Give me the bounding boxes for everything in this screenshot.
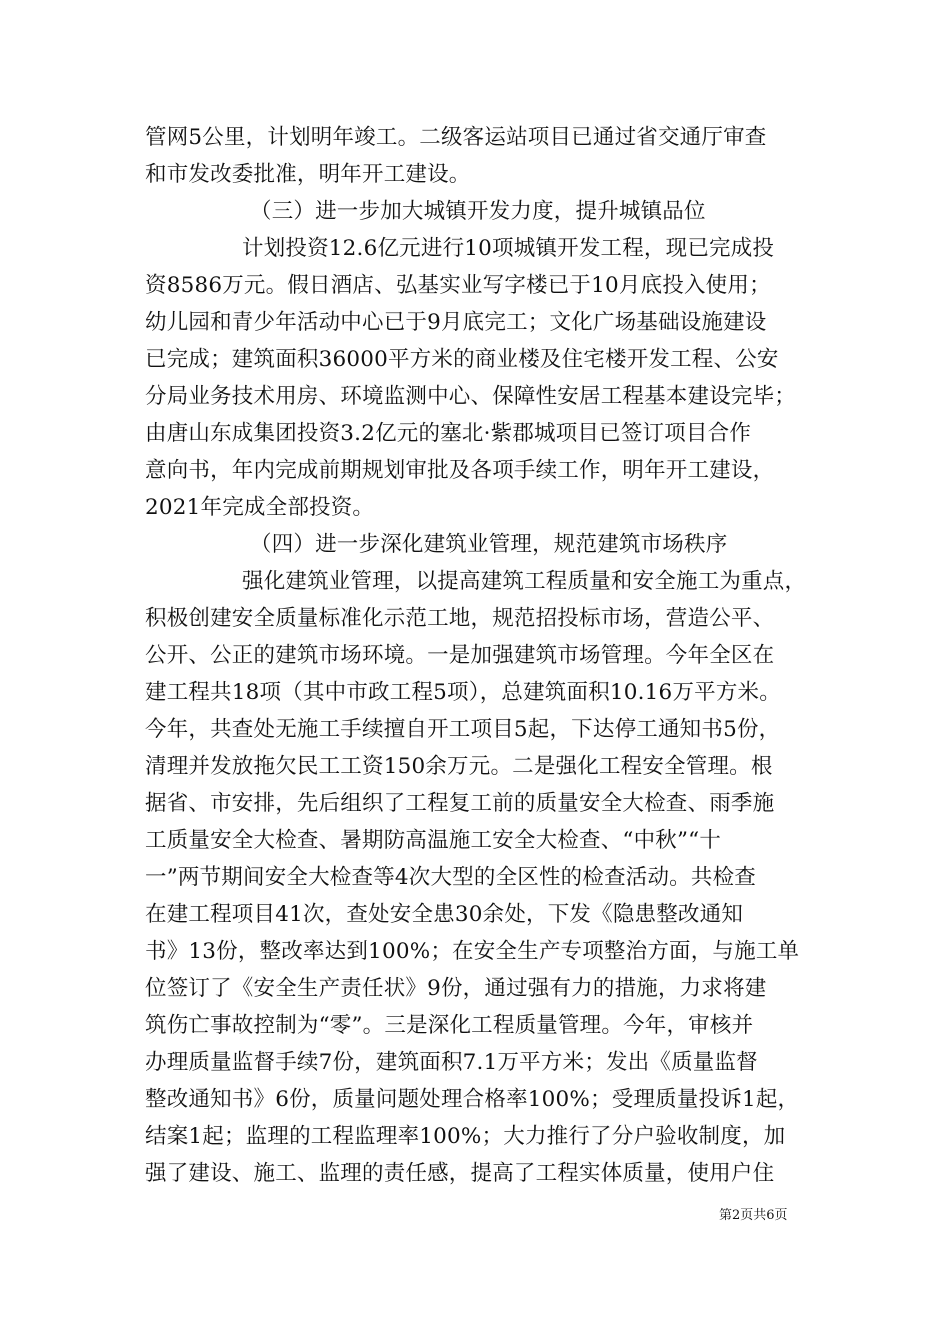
body-line-14: 积极创建安全质量标准化示范工地，规范招投标市场，营造公平、: [145, 606, 775, 631]
body-line-18: 清理并发放拖欠民工工资150余万元。二是强化工程安全管理。根: [145, 754, 773, 779]
body-line-13: 强化建筑业管理，以提高建筑工程质量和安全施工为重点，: [242, 569, 807, 594]
body-line-22: 在建工程项目41次，查处安全患30余处，下发《隐患整改通知: [145, 902, 744, 927]
body-line-2: 和市发改委批准，明年开工建设。: [145, 162, 471, 187]
body-line-21: 一”两节期间安全大检查等4次大型的全区性的检查活动。共检查: [145, 865, 756, 890]
body-line-26: 办理质量监督手续7份，建筑面积7.1万平方米；发出《质量监督: [145, 1050, 758, 1075]
body-line-23: 书》13份，整改率达到100%；在安全生产专项整治方面，与施工单: [145, 939, 800, 964]
body-line-1: 管网5公里，计划明年竣工。二级客运站项目已通过省交通厅审查: [145, 125, 767, 150]
body-line-19: 据省、市安排，先后组织了工程复工前的质量安全大检查、雨季施: [145, 791, 775, 816]
page-number-footer: 第2页共6页: [719, 1208, 788, 1223]
body-line-27: 整改通知书》6份，质量问题处理合格率100%；受理质量投诉1起，: [145, 1087, 800, 1112]
body-line-15: 公开、公正的建筑市场环境。一是加强建筑市场管理。今年全区在: [145, 643, 775, 668]
body-line-16: 建工程共18项（其中市政工程5项），总建筑面积10.16万平方米。: [145, 680, 781, 705]
body-line-8: 分局业务技术用房、环境监测中心、保障性安居工程基本建设完毕；: [145, 384, 797, 409]
body-line-29: 强了建设、施工、监理的责任感，提高了工程实体质量，使用户住: [145, 1161, 775, 1186]
body-line-11: 2021年完成全部投资。: [145, 495, 375, 520]
body-line-28: 结案1起；监理的工程监理率100%；大力推行了分户验收制度，加: [145, 1124, 786, 1149]
body-line-10: 意向书，年内完成前期规划审批及各项手续工作，明年开工建设，: [145, 458, 775, 483]
body-line-17: 今年，共查处无施工手续擅自开工项目5起，下达停工通知书5份，: [145, 717, 781, 742]
section-heading-4: （四）进一步深化建筑业管理，规范建筑市场秩序: [250, 532, 728, 557]
body-line-4: 计划投资12.6亿元进行10项城镇开发工程，现已完成投: [242, 236, 775, 261]
body-line-6: 幼儿园和青少年活动中心已于9月底完工；文化广场基础设施建设: [145, 310, 767, 335]
body-line-9: 由唐山东成集团投资3.2亿元的塞北·紫郡城项目已签订项目合作: [145, 421, 752, 446]
body-line-7: 已完成；建筑面积36000平方米的商业楼及住宅楼开发工程、公安: [145, 347, 779, 372]
body-line-5: 资8586万元。假日酒店、弘基实业写字楼已于10月底投入使用；: [145, 273, 771, 298]
body-line-25: 筑伤亡事故控制为“零”。三是深化工程质量管理。今年，审核并: [145, 1013, 754, 1038]
body-line-24: 位签订了《安全生产责任状》9份，通过强有力的措施，力求将建: [145, 976, 767, 1001]
section-heading-3: （三）进一步加大城镇开发力度，提升城镇品位: [250, 199, 706, 224]
body-line-20: 工质量安全大检查、暑期防高温施工安全大检查、“中秋”“十: [145, 828, 722, 853]
